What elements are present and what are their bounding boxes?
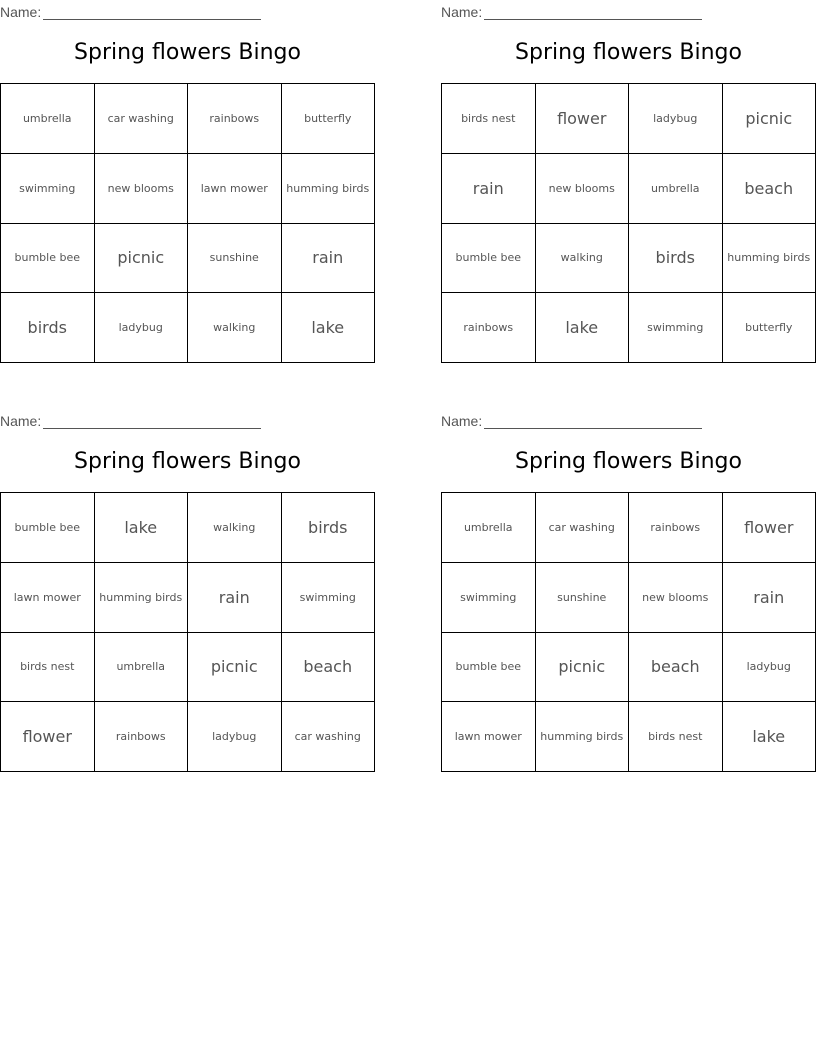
name-field[interactable] [441, 411, 702, 429]
name-underline[interactable] [43, 7, 261, 20]
bingo-cell[interactable]: ladybug [629, 84, 723, 154]
bingo-cell[interactable]: butterfly [723, 293, 816, 363]
bingo-cell[interactable]: umbrella [1, 84, 95, 154]
bingo-cell[interactable]: rain [723, 563, 816, 633]
bingo-cell[interactable]: new blooms [536, 154, 630, 224]
bingo-cell[interactable]: bumble bee [1, 493, 95, 563]
bingo-card [0, 0, 375, 360]
bingo-cell[interactable]: ladybug [95, 293, 189, 363]
bingo-cell[interactable]: lake [536, 293, 630, 363]
name-underline[interactable] [43, 416, 261, 429]
name-field[interactable] [0, 411, 261, 429]
bingo-grid [0, 492, 375, 772]
bingo-cell[interactable]: rainbows [188, 84, 282, 154]
bingo-cell[interactable]: flower [723, 493, 816, 563]
bingo-cell[interactable]: birds nest [442, 84, 536, 154]
bingo-cell[interactable]: butterfly [282, 84, 376, 154]
bingo-cell[interactable]: swimming [442, 563, 536, 633]
bingo-cell[interactable]: humming birds [282, 154, 376, 224]
bingo-cell[interactable]: birds [1, 293, 95, 363]
bingo-cell[interactable]: picnic [536, 633, 630, 703]
bingo-card [441, 409, 816, 769]
bingo-cell[interactable]: birds [629, 224, 723, 294]
bingo-cell[interactable]: rain [188, 563, 282, 633]
bingo-cell[interactable]: walking [188, 293, 282, 363]
bingo-cell[interactable]: lawn mower [1, 563, 95, 633]
bingo-cell[interactable]: walking [188, 493, 282, 563]
bingo-cell[interactable]: picnic [188, 633, 282, 703]
bingo-cell[interactable]: lake [95, 493, 189, 563]
bingo-cell[interactable]: umbrella [442, 493, 536, 563]
bingo-card [0, 409, 375, 769]
bingo-cell[interactable]: swimming [629, 293, 723, 363]
bingo-cell[interactable]: walking [536, 224, 630, 294]
bingo-cell[interactable]: lawn mower [188, 154, 282, 224]
bingo-cell[interactable]: rainbows [95, 702, 189, 772]
bingo-cell[interactable]: umbrella [95, 633, 189, 703]
bingo-cell[interactable]: car washing [95, 84, 189, 154]
bingo-grid [441, 83, 816, 363]
bingo-cell[interactable]: new blooms [95, 154, 189, 224]
bingo-cell[interactable]: car washing [536, 493, 630, 563]
bingo-cell[interactable]: bumble bee [442, 633, 536, 703]
bingo-cell[interactable]: birds nest [629, 702, 723, 772]
bingo-cell[interactable]: flower [1, 702, 95, 772]
bingo-cell[interactable]: beach [723, 154, 816, 224]
bingo-cell[interactable]: ladybug [723, 633, 816, 703]
bingo-cell[interactable]: new blooms [629, 563, 723, 633]
name-label: Name: [441, 413, 483, 429]
bingo-cell[interactable]: lake [723, 702, 816, 772]
bingo-cell[interactable]: rainbows [629, 493, 723, 563]
bingo-cell[interactable]: birds [282, 493, 376, 563]
bingo-cell[interactable]: bumble bee [442, 224, 536, 294]
bingo-cell[interactable]: umbrella [629, 154, 723, 224]
card-title: Spring flowers Bingo [74, 40, 301, 65]
bingo-cell[interactable]: beach [629, 633, 723, 703]
bingo-cell[interactable]: lake [282, 293, 376, 363]
bingo-cell[interactable]: picnic [95, 224, 189, 294]
name-label: Name: [0, 413, 42, 429]
bingo-cell[interactable]: humming birds [723, 224, 816, 294]
bingo-card [441, 0, 816, 360]
name-field[interactable] [0, 2, 261, 20]
bingo-cell[interactable]: beach [282, 633, 376, 703]
bingo-cell[interactable]: car washing [282, 702, 376, 772]
card-title: Spring flowers Bingo [74, 449, 301, 474]
card-title: Spring flowers Bingo [515, 40, 742, 65]
card-title: Spring flowers Bingo [515, 449, 742, 474]
bingo-cell[interactable]: ladybug [188, 702, 282, 772]
bingo-cell[interactable]: swimming [282, 563, 376, 633]
name-label: Name: [0, 4, 42, 20]
bingo-cell[interactable]: bumble bee [1, 224, 95, 294]
bingo-cell[interactable]: humming birds [95, 563, 189, 633]
bingo-cell[interactable]: flower [536, 84, 630, 154]
bingo-cell[interactable]: rainbows [442, 293, 536, 363]
bingo-cell[interactable]: birds nest [1, 633, 95, 703]
bingo-cell[interactable]: sunshine [188, 224, 282, 294]
bingo-cell[interactable]: humming birds [536, 702, 630, 772]
name-field[interactable] [441, 2, 702, 20]
bingo-cell[interactable]: swimming [1, 154, 95, 224]
bingo-grid [441, 492, 816, 772]
name-label: Name: [441, 4, 483, 20]
bingo-cell[interactable]: rain [282, 224, 376, 294]
bingo-grid [0, 83, 375, 363]
bingo-cell[interactable]: lawn mower [442, 702, 536, 772]
bingo-cell[interactable]: rain [442, 154, 536, 224]
name-underline[interactable] [484, 7, 702, 20]
name-underline[interactable] [484, 416, 702, 429]
bingo-cell[interactable]: sunshine [536, 563, 630, 633]
bingo-cell[interactable]: picnic [723, 84, 816, 154]
